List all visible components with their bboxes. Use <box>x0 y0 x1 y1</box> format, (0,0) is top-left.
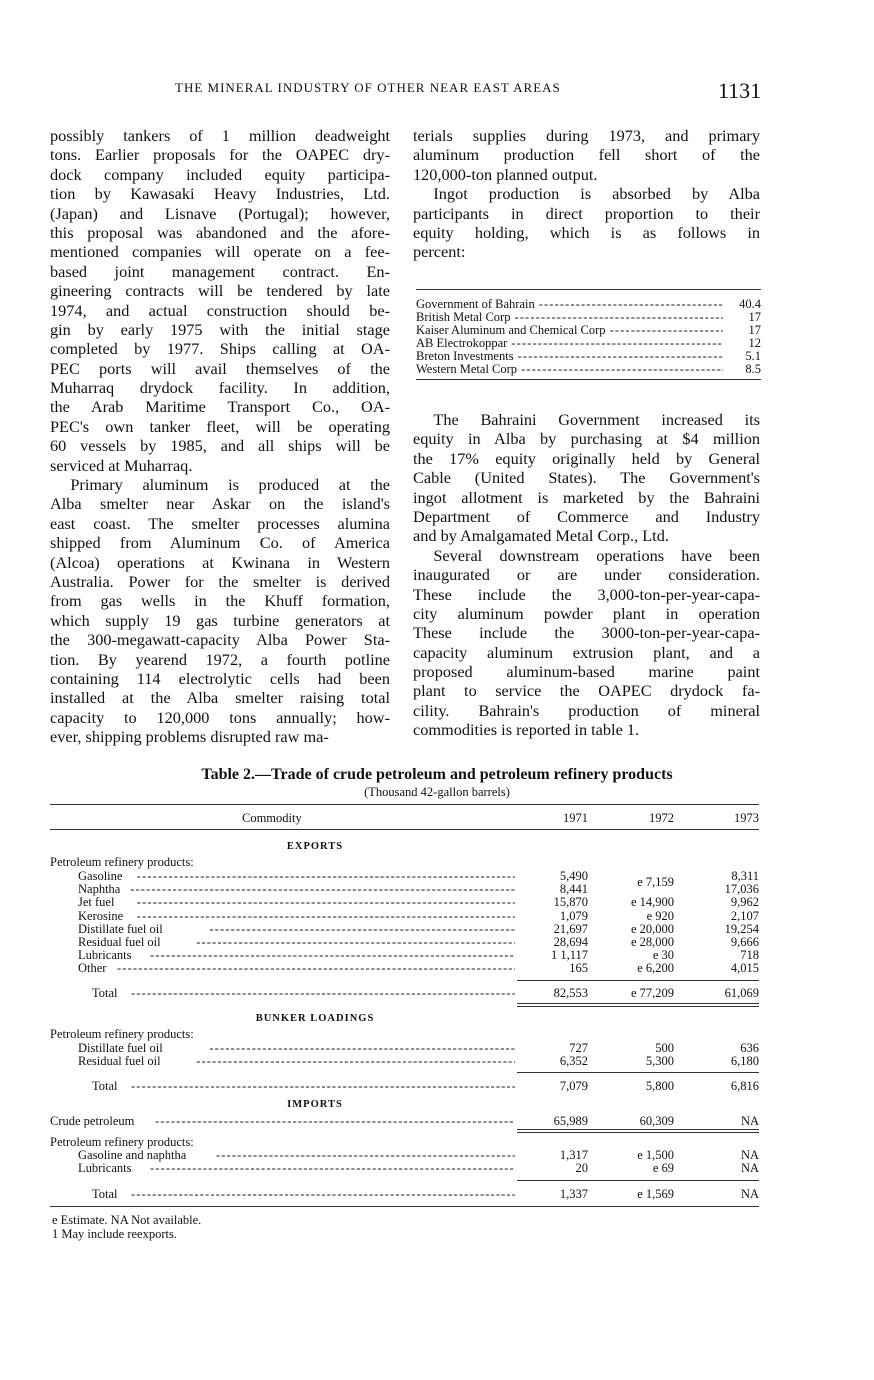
left-column-line: mentioned companies will operate on a fee- <box>50 242 390 262</box>
left-column-line: serviced at Muharraq. <box>50 455 193 475</box>
leader-dots <box>150 948 515 962</box>
right-column-line: Several downstream operations have been <box>433 545 760 565</box>
equity-holder: Government of Bahrain <box>416 297 535 311</box>
right-column-line: city aluminum powder plant in operation <box>413 603 760 623</box>
left-column-line: PEC's own tanker fleet, will be operating <box>50 416 390 436</box>
equity-percent: 40.4 <box>739 297 761 311</box>
leader-dots <box>511 337 723 350</box>
section-exports: EXPORTS <box>286 841 344 852</box>
value-1973: 9,962 <box>730 895 759 910</box>
value-1971: 21,697 <box>553 921 588 936</box>
left-column-line: Australia. Power for the smelter is derived <box>50 571 390 591</box>
group-label-text: Petroleum refinery products: <box>50 1027 194 1041</box>
right-column-line: aluminum production fell short of the <box>413 145 760 165</box>
value-1972: e 14,900 <box>630 895 674 910</box>
right-column-line: ingot allotment is marketed by the Bahraini <box>413 487 760 507</box>
left-column-line: 1974, and actual construction should be- <box>50 300 390 320</box>
value-1972: e 28,000 <box>630 935 674 949</box>
left-column-line: this proposal was abandoned and the afore- <box>50 222 390 242</box>
value-1973: 636 <box>740 1041 759 1055</box>
table-row <box>50 1161 759 1175</box>
left-column-line: possibly tankers of 1 million deadweight <box>50 126 390 145</box>
footnote-reexports: 1 May include reexports. <box>52 1227 177 1241</box>
leader-dots <box>216 1148 515 1162</box>
value-1972: e 1,500 <box>637 1148 674 1162</box>
value-1972: 500 <box>655 1041 674 1055</box>
right-column-line: Ingot production is absorbed by Alba <box>433 184 760 204</box>
left-column-line: capacity to 120,000 tons annually; how- <box>50 707 390 727</box>
row-label: Residual fuel oil <box>78 935 161 949</box>
equity-row <box>416 363 761 376</box>
equity-table <box>416 289 761 380</box>
value-1972: e 1,569 <box>637 1187 674 1201</box>
row-label: Lubricants <box>78 1161 132 1175</box>
group-label <box>50 1027 759 1041</box>
exports-total-row <box>50 986 759 1000</box>
leader-dots <box>155 1114 515 1128</box>
left-column-line: the 300-megawatt-capacity Alba Power Sta- <box>50 630 390 650</box>
table-row <box>50 909 759 923</box>
leader-dots <box>117 961 515 975</box>
value-1972: e 69 <box>652 1161 674 1175</box>
left-column-line: completed by 1977. Ships calling at OA- <box>50 339 390 359</box>
row-label: Residual fuel oil <box>78 1054 161 1068</box>
right-column-line: equity in Alba by purchasing at $4 million <box>413 429 760 449</box>
left-column-line: gineering contracts will be tendered by late <box>50 281 390 301</box>
value-1973: 61,069 <box>724 986 759 1000</box>
table-row <box>50 1041 759 1055</box>
right-column-line: and by Amalgamated Metal Corp., Ltd. <box>413 526 669 546</box>
row-label: Distillate fuel oil <box>78 1041 163 1055</box>
leader-dots <box>610 324 723 337</box>
right-column-line: cility. Bahrain's production of mineral <box>413 700 760 720</box>
table-rule <box>50 1206 759 1207</box>
right-column-line: 120,000-ton planned output. <box>413 164 598 184</box>
value-1972: e 77,209 <box>630 986 674 1000</box>
value-1972: 5,300 <box>645 1054 674 1068</box>
left-column-line: (Japan) and Lisnave (Portugal); however, <box>50 203 390 223</box>
right-column-bottom <box>413 410 760 740</box>
value-1971: 15,870 <box>553 895 588 910</box>
leader-dots <box>137 909 515 923</box>
equity-percent: 8.5 <box>745 362 761 376</box>
value-1971: 1,317 <box>559 1148 588 1162</box>
value-1971: 1,337 <box>559 1187 588 1201</box>
right-column-line: These include the 3000-ton-per-year-capa- <box>413 623 760 643</box>
right-column-line: These include the 3,000-ton-per-year-capa- <box>413 584 760 604</box>
value-1973: 19,254 <box>724 921 759 936</box>
page-number: 1131 <box>718 78 762 103</box>
leader-dots <box>131 1187 515 1201</box>
value-1972: e 20,000 <box>630 921 674 936</box>
leader-dots <box>137 895 515 909</box>
value-1973: 8,311 <box>731 869 759 883</box>
value-1972: 60,309 <box>639 1114 674 1128</box>
right-column-line: commodities is reported in table 1. <box>413 720 640 740</box>
right-column-line: terials supplies during 1973, and primary <box>413 126 760 145</box>
value-1971: 165 <box>569 961 588 976</box>
running-title: THE MINERAL INDUSTRY OF OTHER NEAR EAST AREAS <box>175 80 561 95</box>
right-column-line: percent: <box>413 242 466 262</box>
value-1973: 2,107 <box>730 908 759 923</box>
equity-holder: Breton Investments <box>416 349 514 363</box>
left-column-line: installed at the Alba smelter raising total <box>50 688 390 708</box>
row-label: Distillate fuel oil <box>78 921 163 936</box>
left-column-line: the Arab Maritime Transport Co., OA- <box>50 397 390 417</box>
crude-petroleum-row <box>50 1114 759 1128</box>
table-row <box>50 948 759 962</box>
row-label: Crude petroleum <box>50 1114 135 1128</box>
leader-dots <box>521 363 723 376</box>
column-header-1971: 1971 <box>563 811 588 825</box>
leader-dots <box>196 1054 515 1068</box>
left-column-line: tion. By yearend 1972, a fourth potline <box>50 649 390 669</box>
value-1971: 5,490 <box>559 869 588 883</box>
right-column-line: The Bahraini Government increased its <box>433 410 760 429</box>
table-row <box>50 935 759 949</box>
value-1973: 17,036 <box>724 882 759 897</box>
table-rule <box>50 804 759 805</box>
value-1973: NA <box>740 1148 759 1162</box>
equity-holder: Western Metal Corp <box>416 362 518 376</box>
group-label <box>50 1135 759 1149</box>
leader-dots <box>518 350 723 363</box>
group-label-text: Petroleum refinery products: <box>50 1135 194 1149</box>
imports-total-row <box>50 1187 759 1201</box>
row-label: Total <box>92 1079 118 1093</box>
left-column-line: 60 vessels by 1985, and all ships will be <box>50 436 390 456</box>
left-column <box>50 126 390 747</box>
leader-dots <box>209 922 515 936</box>
left-column-line: dock company included equity participa- <box>50 164 390 184</box>
row-label: Other <box>78 961 107 976</box>
value-1971: 28,694 <box>553 935 588 949</box>
row-label: Total <box>92 1187 118 1201</box>
equity-percent: 12 <box>748 336 761 350</box>
right-column-line: Department of Commerce and Industry <box>413 506 760 526</box>
leader-dots <box>131 1079 515 1093</box>
value-1972: e 30 <box>652 948 674 963</box>
value-1971: 7,079 <box>559 1079 588 1093</box>
left-column-line: tion by Kawasaki Heavy Industries, Ltd. <box>50 184 390 204</box>
value-1973: 6,180 <box>730 1054 759 1068</box>
section-imports: IMPORTS <box>287 1099 343 1110</box>
left-column-line: Muharraq drydock facility. In addition, <box>50 378 390 398</box>
right-column-line: capacity aluminum extrusion plant, and a <box>413 642 760 662</box>
value-1973: NA <box>740 1114 759 1128</box>
right-column-line: Cable (United States). The Government's <box>413 468 760 488</box>
left-column-line: (Alcoa) operations at Kwinana in Western <box>50 552 390 572</box>
row-label: Gasoline <box>78 869 123 883</box>
table-rule <box>50 829 759 830</box>
value-1973: NA <box>740 1187 759 1201</box>
double-rule <box>517 1129 759 1133</box>
row-label: Kerosine <box>78 908 124 923</box>
value-1973: 9,666 <box>730 935 759 949</box>
left-column-line: from gas wells in the Khuff formation, <box>50 591 390 611</box>
column-header-commodity: Commodity <box>242 811 302 825</box>
left-column-line: PEC ports will avail themselves of the <box>50 358 390 378</box>
right-column-top <box>413 126 760 262</box>
left-column-line: east coast. The smelter processes alumina <box>50 513 390 533</box>
leader-dots <box>539 298 723 311</box>
table-rule <box>517 1180 759 1181</box>
group-label-text: Petroleum refinery products: <box>50 855 194 869</box>
right-column-line: equity holding, which is as follows in <box>413 222 760 242</box>
left-column-line: Primary aluminum is produced at the <box>70 475 390 495</box>
row-label: Naphtha <box>78 882 121 897</box>
leader-dots <box>209 1041 515 1055</box>
value-1971: 1 1,117 <box>550 948 588 963</box>
equity-percent: 17 <box>748 323 761 337</box>
left-column-line: containing 114 electrolytic cells had been <box>50 668 390 688</box>
page-header <box>0 76 874 106</box>
row-label: Lubricants <box>78 948 132 963</box>
left-column-line: gin by early 1975 with the initial stage <box>50 319 390 339</box>
value-1971: 65,989 <box>553 1114 588 1128</box>
double-rule <box>517 1003 759 1007</box>
bunker-total-row <box>50 1079 759 1093</box>
value-1972: e 7,159 <box>637 875 674 889</box>
equity-holder: AB Electrokoppar <box>416 336 508 350</box>
footnote-estimate: e Estimate. NA Not available. <box>52 1213 202 1227</box>
left-column-line: shipped from Aluminum Co. of America <box>50 533 390 553</box>
right-column-line: proposed aluminum-based marine paint <box>413 662 760 682</box>
value-1973: 718 <box>740 948 759 963</box>
table-row <box>50 922 759 936</box>
group-label <box>50 855 759 869</box>
value-1971: 727 <box>569 1041 588 1055</box>
table-row <box>50 895 759 909</box>
value-1971: 1,079 <box>559 908 588 923</box>
leader-dots <box>150 1161 515 1175</box>
row-label: Total <box>92 986 118 1000</box>
right-column-line: plant to service the OAPEC drydock fa- <box>413 681 760 701</box>
gasoline-naphtha-1972 <box>50 875 759 889</box>
right-column-line: the 17% equity originally held by General <box>413 448 760 468</box>
table-row <box>50 1148 759 1162</box>
table-title: Table 2.—Trade of crude petroleum and petroleum refinery products <box>201 766 673 783</box>
table-rule <box>517 1072 759 1073</box>
table-row <box>50 961 759 975</box>
equity-holder: Kaiser Aluminum and Chemical Corp <box>416 323 606 337</box>
value-1971: 82,553 <box>553 986 588 1000</box>
left-column-line: Alba smelter near Askar on the island's <box>50 494 390 514</box>
right-column-line: inaugurated or are under consideration. <box>413 565 760 585</box>
table-row <box>50 1054 759 1068</box>
row-label: Gasoline and naphtha <box>78 1148 187 1162</box>
left-column-line: ever, shipping problems disrupted raw ma- <box>50 727 329 747</box>
left-column-line: tons. Earlier proposals for the OAPEC dry- <box>50 145 390 165</box>
value-1973: 4,015 <box>730 961 759 976</box>
value-1972: e 920 <box>646 908 674 923</box>
section-bunker-loadings: BUNKER LOADINGS <box>255 1013 375 1024</box>
equity-percent: 5.1 <box>745 349 761 363</box>
value-1971: 8,441 <box>559 882 588 897</box>
left-column-line: which supply 19 gas turbine generators at <box>50 610 390 630</box>
leader-dots <box>196 935 515 949</box>
value-1971: 6,352 <box>559 1054 588 1068</box>
column-header-1972: 1972 <box>649 811 674 825</box>
value-1972: e 6,200 <box>637 961 674 976</box>
value-1973: 6,816 <box>730 1079 759 1093</box>
column-header-1973: 1973 <box>734 811 759 825</box>
table-header-row <box>50 811 759 825</box>
equity-holder: British Metal Corp <box>416 310 511 324</box>
value-1972: 5,800 <box>645 1079 674 1093</box>
leader-dots <box>131 986 515 1000</box>
left-column-line: based joint management contract. En- <box>50 261 390 281</box>
right-column-line: participants in direct proportion to their <box>413 203 760 223</box>
row-label: Jet fuel <box>78 895 115 910</box>
value-1973: NA <box>740 1161 759 1175</box>
value-1971: 20 <box>575 1161 588 1175</box>
equity-percent: 17 <box>748 310 761 324</box>
table-subtitle: (Thousand 42-gallon barrels) <box>364 785 510 799</box>
table-rule <box>517 980 759 981</box>
